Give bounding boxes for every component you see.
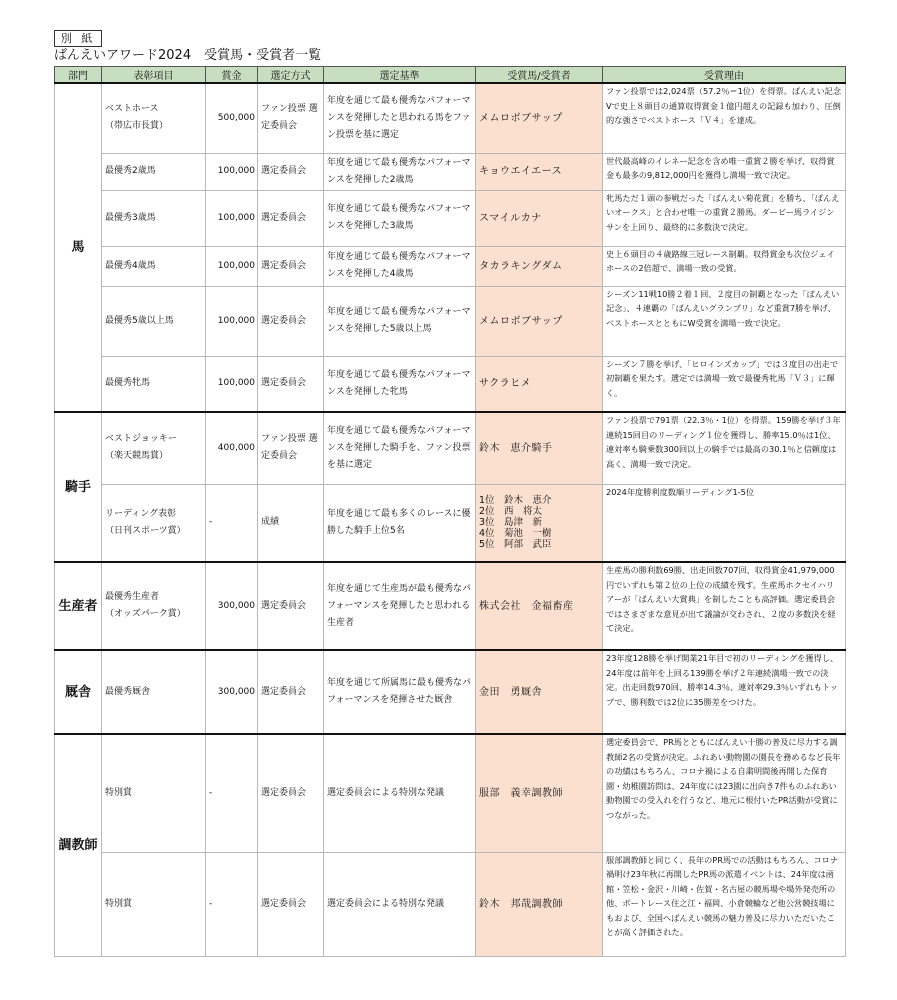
award-reason: 世代最高峰のイレネー記念を含め唯一重賞２勝を挙げ、収得賞金も最多の9,812,000円を獲得し満場一致で決定。 <box>603 153 846 190</box>
list-item: 2位 西 将太 <box>479 506 543 518</box>
attachment-label: 別 紙 <box>54 30 102 47</box>
award-item: ベストジョッキー （楽天競馬賞） <box>102 412 206 484</box>
award-criteria: 選定委員会による特別な発議 <box>324 852 476 956</box>
table-row <box>55 412 846 484</box>
award-criteria: 年度を通じて最も優秀なパフォーマンスを発揮した3歳馬 <box>324 190 476 246</box>
awards-table <box>54 66 846 957</box>
award-method: 選定委員会 <box>258 852 324 956</box>
header-dept: 部門 <box>55 67 102 84</box>
award-winner: 鈴木 邦哉調教師 <box>476 852 603 956</box>
table-row <box>55 650 846 734</box>
award-winner: タカラキングダム <box>476 246 603 286</box>
list-item: 5位 阿部 武臣 <box>479 539 552 551</box>
table-row <box>55 83 846 153</box>
award-method: 選定委員会 <box>258 356 324 412</box>
dept-breeder: 生産者 <box>55 562 102 650</box>
award-reason: シーズン11戦10勝２着１回、２度目の制覇となった「ばんえい記念」、４連覇の「ばんえいグランプリ」など重賞7勝を挙げ、ベストホースとともにW受賞を満場一致で決定。 <box>603 286 846 356</box>
table-row <box>55 153 846 190</box>
table-row <box>55 246 846 286</box>
award-item: 最優秀牝馬 <box>102 356 206 412</box>
award-item: 最優秀3歳馬 <box>102 190 206 246</box>
award-method: 成績 <box>258 484 324 562</box>
dept-jockey: 騎手 <box>55 412 102 562</box>
award-prize: - <box>206 852 258 956</box>
award-reason: 生産馬の勝利数69勝、出走回数707回、収得賞金41,979,000円でいずれも第２位の上位の成績を残す。生産馬ホクセイハリアーが「ばんえい大賞典」を制したことも高評価。選定委員会ではさまざまな意見が出て議論が交わされ、２度の多数決を経て決定。 <box>603 562 846 650</box>
award-criteria: 選定委員会による特別な発議 <box>324 734 476 852</box>
award-winner: メムロボブサップ <box>476 83 603 153</box>
header-reason: 受賞理由 <box>603 67 846 84</box>
award-method: 選定委員会 <box>258 246 324 286</box>
award-prize: 400,000 <box>206 412 258 484</box>
award-winner: スマイルカナ <box>476 190 603 246</box>
award-criteria: 年度を通じて最も優秀なパフォーマンスを発揮した騎手を、ファン投票を基に選定 <box>324 412 476 484</box>
header-winner: 受賞馬/受賞者 <box>476 67 603 84</box>
list-item: 1位 鈴木 恵介 <box>479 495 552 507</box>
award-winner: 鈴木 恵介騎手 <box>476 412 603 484</box>
award-prize: 100,000 <box>206 153 258 190</box>
award-prize: 300,000 <box>206 650 258 734</box>
table-row <box>55 190 846 246</box>
list-item: 3位 島津 新 <box>479 517 543 529</box>
award-criteria: 年度を通じて最も多くのレースに優勝した騎手上位5名 <box>324 484 476 562</box>
award-item: 最優秀生産者 （オッズパーク賞） <box>102 562 206 650</box>
award-reason: 2024年度勝利度数順リーディング1-5位 <box>603 484 846 562</box>
dept-stable: 厩舎 <box>55 650 102 734</box>
table-row <box>55 852 846 956</box>
award-prize: 100,000 <box>206 246 258 286</box>
award-criteria: 年度を通じて生産馬が最も優秀なパフォーマンスを発揮したと思われる生産者 <box>324 562 476 650</box>
award-winner: 株式会社 金福畜産 <box>476 562 603 650</box>
table-row <box>55 356 846 412</box>
table-row <box>55 286 846 356</box>
award-item: 最優秀5歳以上馬 <box>102 286 206 356</box>
award-item: 特別賞 <box>102 852 206 956</box>
award-reason: 選定委員会で、PR馬とともにばんえい十勝の普及に尽力する調教師2名の受賞が決定。ふれあい動物園の園長を務めるなど長年の功績はもちろん、コロナ禍による自粛明間後再開した保育園・幼稚園訪問は、24年度には23園に出向き7件ものふれあい動物園での受入れを行うなど、地元に根付いたPR活動が受賞につながった。 <box>603 734 846 852</box>
award-criteria: 年度を通じて最も優秀なパフォーマンスを発揮した4歳馬 <box>324 246 476 286</box>
award-reason: 牝馬ただ１頭の参戦だった「ばんえい菊花賞」を勝ち、「ばんえいオークス」と合わせ唯一の重賞２勝馬。ダービー馬ライジンサンを上回り、最終的に多数決で決定。 <box>603 190 846 246</box>
award-item: 最優秀厩舎 <box>102 650 206 734</box>
header-method: 選定方式 <box>258 67 324 84</box>
award-item: 特別賞 <box>102 734 206 852</box>
award-prize: 500,000 <box>206 83 258 153</box>
header-item: 表彰項目 <box>102 67 206 84</box>
document-title: ばんえいアワード2024 受賞馬・受賞者一覧 <box>54 48 322 63</box>
award-prize: - <box>206 734 258 852</box>
award-prize: 300,000 <box>206 562 258 650</box>
list-item: 4位 菊池 一樹 <box>479 528 552 540</box>
table-row <box>55 562 846 650</box>
award-method: ファン投票 選定委員会 <box>258 83 324 153</box>
award-reason: 23年度128勝を挙げ開業21年目で初のリーディングを獲得し、24年度は前年を上回る139勝を挙げ２年連続満場一致での決定。出走回数970回、勝率14.3％、連対率29.3％いずれもトップで、勝利数では2位に35勝差をつけた。 <box>603 650 846 734</box>
award-reason: 史上６頭目の４歳路線三冠レース制覇。収得賞金も次位ジェイホースの2倍超で、満場一致の受賞。 <box>603 246 846 286</box>
award-criteria: 年度を通じて最も優秀なパフォーマンスを発揮した2歳馬 <box>324 153 476 190</box>
award-method: 選定委員会 <box>258 650 324 734</box>
award-item: リーディング表彰 （日刊スポーツ賞） <box>102 484 206 562</box>
award-method: 選定委員会 <box>258 562 324 650</box>
award-criteria: 年度を通じて最も優秀なパフォーマンスを発揮した5歳以上馬 <box>324 286 476 356</box>
award-method: 選定委員会 <box>258 153 324 190</box>
award-criteria: 年度を通じて所属馬に最も優秀なパフォーマンスを発揮させた厩舎 <box>324 650 476 734</box>
award-item: ベストホース （帯広市長賞） <box>102 83 206 153</box>
award-winner: 金田 勇厩舎 <box>476 650 603 734</box>
award-reason: ファン投票では2,024票（57.2％＝1位）を得票。ばんえい記念Vで史上８頭目の通算収得賞金１億円超えの記録も加わり、圧倒的な強さでベストホース「Ｖ４」を達成。 <box>603 83 846 153</box>
award-method: ファン投票 選定委員会 <box>258 412 324 484</box>
award-prize: 100,000 <box>206 356 258 412</box>
award-prize: - <box>206 484 258 562</box>
table-row <box>55 734 846 852</box>
dept-trainer: 調教師 <box>55 734 102 956</box>
award-prize: 100,000 <box>206 190 258 246</box>
header-prize: 賞金 <box>206 67 258 84</box>
award-winner: 服部 義幸調教師 <box>476 734 603 852</box>
award-item: 最優秀2歳馬 <box>102 153 206 190</box>
award-method: 選定委員会 <box>258 734 324 852</box>
award-reason: ファン投票で791票（22.3％・1位）を得票。159勝を挙げ３年連続15回目のリーディング１位を獲得し、勝率15.0％は1位、連対率も騎乗数300回以上の騎手では最高の30.1％と信頼度は高く、満場一致で決定。 <box>603 412 846 484</box>
header-criteria: 選定基準 <box>324 67 476 84</box>
table-row <box>55 484 846 562</box>
header-row <box>55 67 846 84</box>
award-winner: メムロボブサップ <box>476 286 603 356</box>
award-method: 選定委員会 <box>258 286 324 356</box>
award-winner: キョウエイエース <box>476 153 603 190</box>
dept-horse: 馬 <box>55 83 102 412</box>
award-reason: 服部調教師と同じく、長年のPR馬での活動はもちろん、コロナ禍明け23年秋に再開したPR馬の派遣イベントは、24年度は函館・笠松・金沢・川崎・佐賀・名古屋の競馬場や場外発売所の他、ボートレース住之江・福岡、小倉競輪など他公営競技場にもおよび、全国へばんえい競馬の魅力普及に尽力いただいたことが高く評価された。 <box>603 852 846 956</box>
leading-jockey-list <box>476 484 603 562</box>
award-criteria: 年度を通じて最も優秀なパフォーマンスを発揮した牝馬 <box>324 356 476 412</box>
award-item: 最優秀4歳馬 <box>102 246 206 286</box>
award-winner: サクラヒメ <box>476 356 603 412</box>
award-prize: 100,000 <box>206 286 258 356</box>
award-reason: シーズン７勝を挙げ、「ヒロインズカップ」では３度目の出走で初制覇を果たす。選定では満場一致で最優秀牝馬「Ｖ３」に輝く。 <box>603 356 846 412</box>
award-method: 選定委員会 <box>258 190 324 246</box>
award-criteria: 年度を通じて最も優秀なパフォーマンスを発揮したと思われる馬をファン投票を基に選定 <box>324 83 476 153</box>
